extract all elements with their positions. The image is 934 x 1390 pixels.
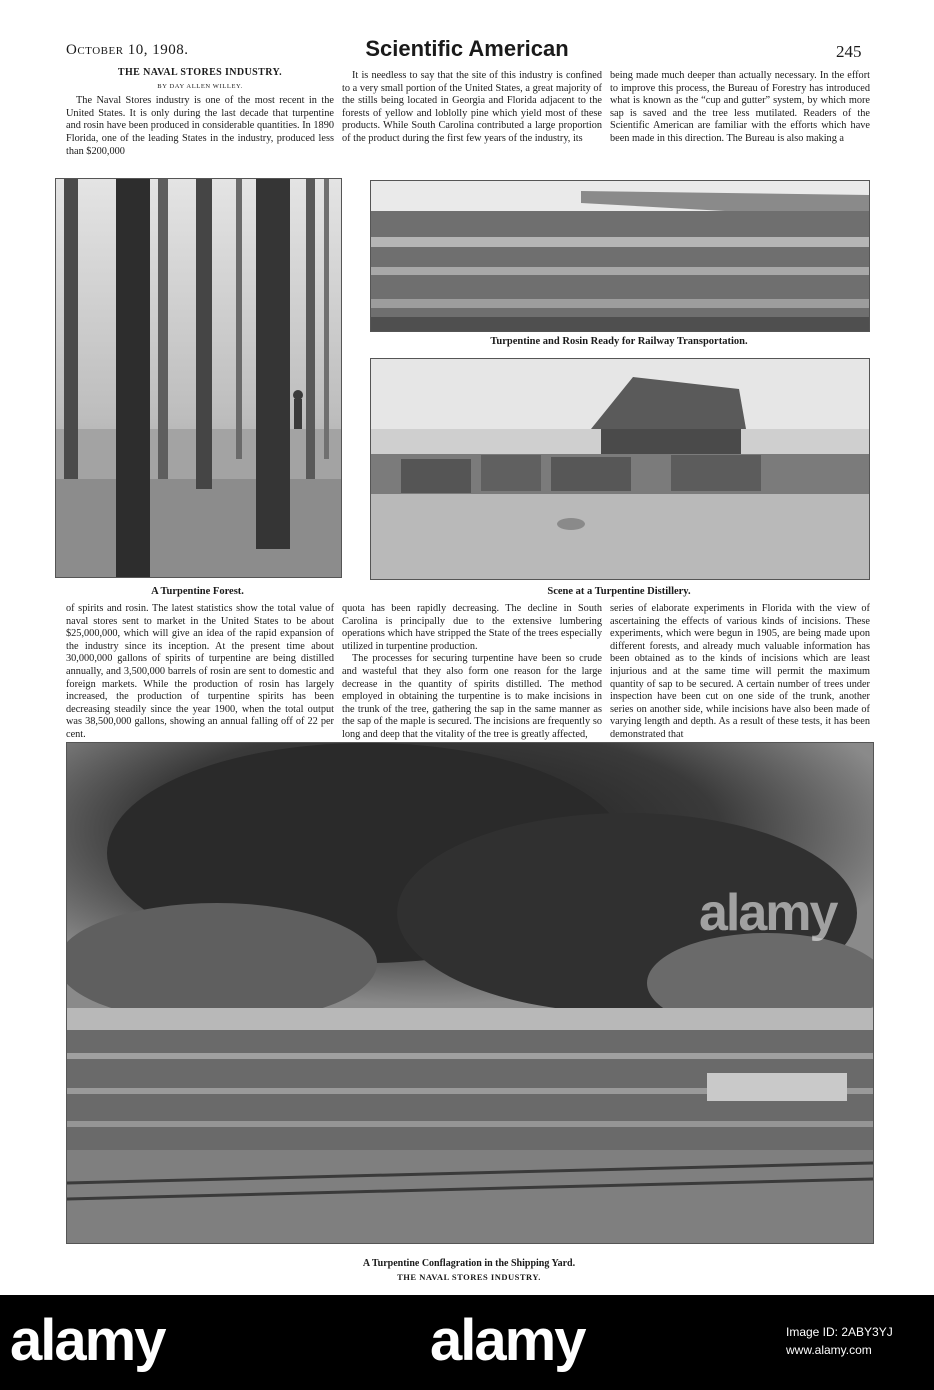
conflagration-photo [66, 742, 874, 1244]
magazine-title: Scientific American [365, 36, 569, 61]
text-column-3-top [610, 70, 870, 146]
article-title: THE NAVAL STORES INDUSTRY. [117, 67, 283, 78]
railway-image [371, 181, 869, 331]
distillery-caption: Scene at a Turpentine Distillery. [547, 586, 691, 597]
conflagration-image [67, 743, 873, 1243]
conflagration-subcaption: THE NAVAL STORES INDUSTRY. [397, 1272, 541, 1282]
text-column-2-top [342, 70, 602, 146]
paragraph: of spirits and rosin. The latest statistics show the total value of naval stores sent to market in the United States to be about $25,000,000, which will give an idea of the rapid expansion of the industry since its inception. At the present time about 30,000,000 gallons of spirits of turpentine are being distilled annually, and 3,500,000 barrels of rosin are sent to domestic and foreign markets. While the production of rosin has largely increased, the production of turpentine spirits has been decreasing steadily since the year 1900, when the total output was 38,500,000 gallons, showing an annual falling off of 22 per cent. [66, 603, 334, 740]
paragraph: quota has been rapidly decreasing. The decline in South Carolina is principally due to the extensive lumbering operations which have stripped the State of the trees especially utilized in turpentine production. [342, 603, 602, 652]
page-number: 245 [836, 42, 862, 61]
text-column-3-bottom [610, 603, 870, 742]
forest-image [56, 179, 341, 577]
alamy-logo-right: alamy [430, 1308, 585, 1373]
distillery-photo [370, 358, 870, 580]
article-byline: BY DAY ALLEN WILLEY. [157, 82, 243, 90]
railway-photo [370, 180, 870, 332]
paragraph: It is needless to say that the site of this industry is confined to a very small portion of the United States, a great majority of the stills being located in Georgia and Florida adjacent to the forests of yellow and loblolly pine which yield most of these products. While South Carolina contributed a large proportion of the product during the first few years of the industry, its [342, 70, 602, 144]
watermark-banner [0, 1295, 934, 1390]
alamy-logo: alamy [10, 1308, 165, 1373]
issue-date: October 10, 1908. [66, 42, 189, 58]
paragraph: being made much deeper than actually necessary. In the effort to improve this process, the Bureau of Forestry has introduced what is known as the “cup and gutter” system, by which more sap is saved and the tree less mutilated. Readers of the Scientific American are familiar with the efforts which have been made in this direction. The Bureau is also making a [610, 70, 870, 144]
forest-photo [55, 178, 342, 578]
text-column-1-bottom [66, 603, 334, 742]
alamy-url: www.alamy.com [786, 1343, 872, 1357]
paragraph: The processes for securing turpentine have been so crude and wasteful that they also form one reason for the large decrease in the quantity of spirits distilled. The method employed in obtaining the turpentine is to make incisions in the trunk of the tree, gathering the sap in the same manner as the sap of the maple is secured. The incisions are frequently so long and deep that the vitality of the tree is greatly affected, [342, 653, 602, 740]
alamy-watermark: alamy [699, 884, 837, 942]
image-id: Image ID: 2ABY3YJ [786, 1325, 893, 1339]
paragraph: The Naval Stores industry is one of the most recent in the United States. It is only during the last decade that turpentine and rosin have been produced in considerable quantities. In 1890 Florida, one of the leading States in the industry, produced less than $200,000 [66, 95, 334, 157]
text-column-1-top [66, 67, 334, 158]
forest-caption: A Turpentine Forest. [151, 586, 244, 597]
text-column-2-bottom [342, 603, 602, 742]
conflagration-caption: A Turpentine Conflagration in the Shipping Yard. [362, 1258, 576, 1269]
distillery-image [371, 359, 869, 579]
paragraph: series of elaborate experiments in Florida with the view of ascertaining the effects of various kinds of incisions. These experiments, which were begun in 1905, are being made upon different forests, and already much valuable information has been obtained as to the kinds of incisions which are least injurious and at the same time will permit the maximum quantity of sap to be secured. A certain number of trees under inspection have been cut on one side of the trunk, another series on another side, while incisions have also been made of varying length and depth. As a result of these tests, it has been demonstrated that [610, 603, 870, 740]
railway-caption: Turpentine and Rosin Ready for Railway Transportation. [490, 336, 748, 347]
